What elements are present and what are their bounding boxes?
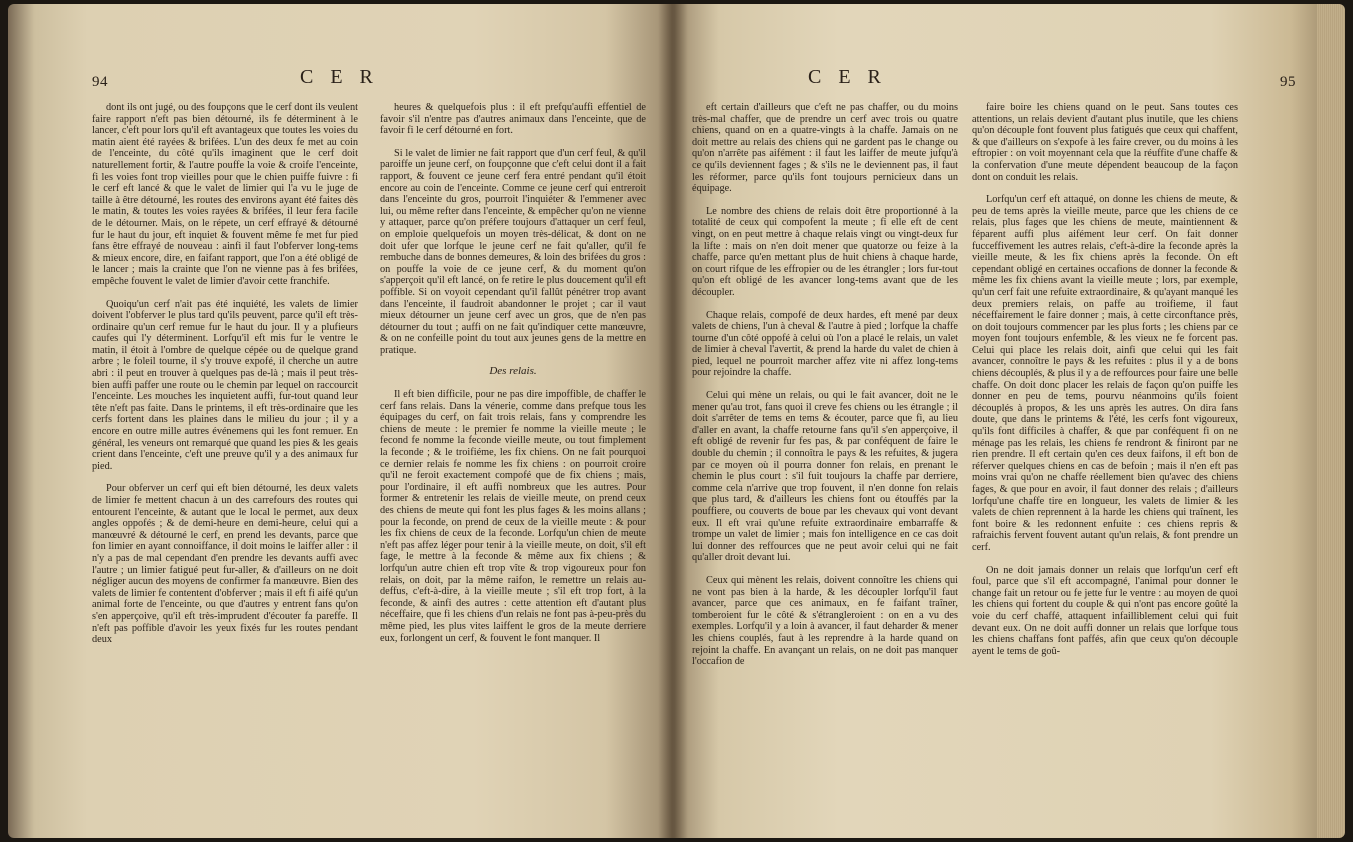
paragraph: Quoiqu'un cerf n'ait pas été inquiété, les valets de limier doivent l'obferver le plus tard qu'ils peuvent, parce qu'il eft très-ordinaire qu'un cerf remue fur le haut du jour. Il y a plufieurs caufes qui l'y déterminent. Lorfqu'il eft mis fur le ventre le matin, il étoit à l'ombre de quelque cépée ou de quelque grand arbre ; le foleil tourne, il s'y trouve expofé, il cherche un autre abri : il peut en trouver à quelques pas de-là ; mais il peut très-bien auffi paffer une route ou le chemin par lequel on raccourcit l'enceinte. Les mouches les inquietent auffi, fur-tout quand leur tête n'eft pas faite. Dans le printems, il eft très-ordinaire que les cerfs fortent dans les plaines dans le milieu du jour ; il y a encore en outre mille autres événemens qui les font remuer. En général, les veneurs ont remarqué que quand les pies & les geais crient dans l'enceinte, c'eft une preuve qu'il y a des animaux fur pied. bbox=[92, 298, 358, 472]
page-number: 94 bbox=[92, 74, 108, 90]
page-number: 95 bbox=[1280, 74, 1296, 90]
right-page bbox=[672, 4, 1345, 838]
section-heading: Des relais. bbox=[489, 365, 537, 378]
open-book bbox=[8, 4, 1345, 838]
column-1 bbox=[692, 102, 958, 668]
paragraph: Pour obferver un cerf qui eft bien détourné, les deux valets de limier fe mettent chacun à un des carrefours des routes qui entourent l'enceinte, & autant que le local le permet, aux deux angles oppofés ; & de demi-heure en demi-heure, celui qui a manœuvré & détourné le cerf, en prend les devants, parce que fon limier en ayant connoiffance, il doit moins le laiffer aller : il n'y a pas de mal cependant d'en prendre les devants auffi avec l'autre ; un limier fatigué peut fur-aller, & d'ailleurs on ne doit négliger aucun des moyens de confirmer fa manœuvre. Bien des valets de limier fe contentent d'obferver ; mais il eft fi aifé qu'un animal forte de l'enceinte, ou que d'autres y entrent fans qu'on s'en apperçoive, qu'il eft très-imprudent d'écouter fa pareffe. Il n'eft pas poffible d'avoir les yeux fixés fur les routes pendant deux bbox=[92, 483, 358, 646]
paragraph: Lorfqu'un cerf eft attaqué, on donne les chiens de meute, & peu de tems après la vieille meute, parce que les chiens de ce relais, plus fages que les chiens de meute, maintiennent & féparent auffi plus aifément leur cerf. On fait donner fucceffivement les autres relais, c'eft-à-dire la feconde après la vieille meute, & les fix chiens après la feconde. On eft cependant obligé en certaines occafions de donner la feconde & même les fix chiens avant la vieille meute ; lors, par exemple, qu'un cerf fait une refuite extraordinaire, & qu'ayant manqué les deux premiers relais, on paffe au troifieme, il faut néceffairement le faire donner ; mais, à cette circonftance près, on doit toujours commencer par les plus forts ; les chiens par ce moyen font toujours enfemble, & les vieux ne fe forcent pas. Celui qui place les relais doit, ainfi que celui qui les fait avancer, connoître le pays & les refuites : plus il y a de bons chiens découplés, & plus il y a de reffources pour faire une belle chaffe. On doit donc placer les relais de façon qu'on puiffe les donner en peu de tems, pourvu néanmoins qu'ils foient découplés à propos, & les uns après les autres. On dira fans doute, que dans le printems & l'été, les cerfs font vigoureux, qu'ils font difficiles à chaffer, & que par conféquent fi on ne ménage pas les relais, les chiens fe rendront & finiront par ne rien prendre. Il eft certain qu'en ces deux faifons, il eft bon de réferver quelques chiens en cas de befoin ; mais il n'en eft pas moins vrai qu'on ne chaffe réellement bien qu'avec des chiens fages, & que pour en avoir, il faut donner des relais ; d'ailleurs lorfqu'une chaffe tire en longueur, les valets de limier & les valets de chien reprennent à la harde les chiens qui traînent, les font boire & les redonnent enfuite : ces chiens repris & rafraichis fervent fouvent autant qu'un relais, & font prendre un cerf. bbox=[972, 194, 1238, 553]
paragraph: On ne doit jamais donner un relais que lorfqu'un cerf eft foul, parce que s'il eft accompagné, l'animal pour donner le change fait un retour ou fe jette fur le ventre : au moyen de quoi les chiens qui fortent du couple & qui n'ont pas encore goûté la voie du cerf chaffé, attaquent infailliblement celui qui fuit devant eux. On ne doit auffi donner un relais que lorfque tous les chiens chaffans font paffés, afin que ceux qu'on découple ayent le tems de goû- bbox=[972, 564, 1238, 657]
left-page bbox=[8, 4, 672, 838]
column-1 bbox=[92, 102, 358, 646]
running-head: C E R bbox=[808, 66, 887, 88]
paragraph: eft certain d'ailleurs que c'eft ne pas chaffer, ou du moins très-mal chaffer, que de prendre un cerf avec trois ou quatre chiens, quand on en a quatre-vingts à la chaffe. Jamais on ne doit mettre au relais des chiens qui ne gardent pas le change ou qu'on n'arrête pas aifément : il faut les laiffer de meute jufqu'à ce qu'ils deviennent fages ; & s'ils ne le deviennent pas, il faut les réformer, parce qu'ils font toujours pernicieux dans un équipage. bbox=[692, 102, 958, 195]
paragraph: Chaque relais, compofé de deux hardes, eft mené par deux valets de chiens, l'un à cheval & l'autre à pied ; lorfque la chaffe tourne d'un côté oppofé à celui où l'on a placé le relais, un valet de limier à cheval l'avertit, & prend la harde du valet de chien à pied, lequel ne pourroit marcher affez vite ni affez long-tems pour rejoindre la chaffe. bbox=[692, 309, 958, 379]
paragraph: Si le valet de limier ne fait rapport que d'un cerf feul, & qu'il paroiffe un jeune cerf, on foupçonne que c'eft celui dont il a fait rapport, & fouvent ce jeune cerf fera entré pendant qu'il étoit encore au coin de l'enceinte. Comme ce jeune cerf qui entreroit dans l'enceinte du gros, pourroit l'inquiéter & l'emmener avec lui, ou même refter dans l'enceinte, & empêcher qu'on ne vienne y attaquer, parce qu'on préfere toujours d'attaquer un cerf feul, on emploie quelquefois un moyen très-délicat, & dont on ne doit ufer que lorfque le jeune cerf ne fait qu'aller, qu'il fe rembuche dans de bonnes demeures, & loin des brifées du gros : on pouffe la voie de ce jeune cerf, & du moment qu'on s'apperçoit qu'il eft lancé, on fe retire le plus doucement qu'il eft poffible. Si on voyoit cependant qu'il fallût pénétrer trop avant dans l'enceinte, il faudroit abandonner le projet ; car il vaut mieux détourner un jeune cerf avec un gros, que de n'en pas détourner du tout ; auffi on ne fait qu'indiquer cette manœuvre, & on ne confeille point du tout aux jeunes gens de la mettre en pratique. bbox=[380, 147, 646, 356]
paragraph: Celui qui mène un relais, ou qui le fait avancer, doit ne le mener qu'au trot, fans quoi il creve fes chiens ou les étrangle ; il doit s'arrêter de tems en tems & écouter, parce que fi, au lieu d'aller en avant, la chaffe retourne fans qu'il s'en apperçoive, il eft obligé de revenir fur fes pas, & par conféquent de faire le double du chemin ; il connoîtra le pays & les refuites, & jugera par ce moyen où il pourra donner fon relais, en prenant le chemin le plus court : s'il fuit toujours la chaffe par derriere, comme cela n'arrive que trop fouvent, il n'en donne fon relais que plus tard, & d'ailleurs les chiens font ou étouffés par la pouffiere, ou couverts de boue par les chevaux qui vont devant eux. Il eft vrai qu'une refuite extraordinaire embarraffe & trompe un valet de limier ; mais fon intelligence en ce cas doit lui donner des reffources que ne peut avoir celui qui ne fait qu'aller droit devant lui. bbox=[692, 390, 958, 564]
paragraph: dont ils ont jugé, ou des foupçons que le cerf dont ils veulent faire rapport n'eft pas bien détourné, ils fe déterminent à le lancer, c'eft pour lors qu'il eft avantageux que toutes les voies du matin aient été rayées & brifées. L'un des deux fe met au coin de l'enceinte, du côté qu'ils imaginent que le cerf doit naturellement fortir, & l'autre pouffe la voie & croife l'enceinte, fi les voies font trop vieilles pour que le chien puiffe fuivre : fi le cerf eft lancé & que le valet de limier qui l'a vu le juge de taille à être détourné, les routes des environs ayant été faites dès le matin, & toutes les voies rayées & brifées, il leur fera facile de le détourner. Mais, on le répete, un cerf effrayé & détourné fur le haut du jour, eft inquiet & fouvent même fe met fur pied fans être effrayé de nouveau : ainfi il faut l'obferver long-tems & mieux encore, dire, en faifant rapport, que l'on a été obligé de le lancer ; mais la crainte que l'on ne vienne pas à fes brifées, empêche fouvent le valet de limier d'avoir cette franchife. bbox=[92, 102, 358, 287]
column-2 bbox=[972, 102, 1238, 657]
paragraph: Il eft bien difficile, pour ne pas dire impoffible, de chaffer le cerf fans relais. Dans la vénerie, comme dans prefque tous les équipages du cerf, on fait trois relais, fans y comprendre les chiens de meute : le premier fe nomme la vieille meute ; le fecond fe nomme la feconde vieille meute, ou tout fimplement la feconde ; & le troifiéme, les fix chiens. On ne fait pourquoi ce dernier relais fe nomme les fix chiens : on pourroit croire qu'il ne feroit exactement compofé que de fix chiens ; mais, pour l'ordinaire, il eft auffi nombreux que les autres. Pour former & entretenir les relais de vieille meute, on prend ceux des chiens de meute qui font les plus fages & les moins allans ; pour la feconde, on prend de ceux de la vieille meute : & pour les fix chiens de ceux de la feconde. Lorfqu'un chien de meute n'eft pas affez léger pour tenir à la vieille meute, on doit, s'il eft fage, le mettre à la feconde & même aux fix chiens ; & lorfqu'un autre chien eft trop vîte & trop vigoureux pour fon relais, on doit, par la même raifon, le remettre un relais au-deffus, c'eft-à-dire, à la vieille meute ; s'il eft trop fort, à la feconde, & ainfi des autres : cette attention eft d'autant plus néceffaire, que fi les chiens d'un relais ne font pas à-peu-près du même pied, les plus vites laiffent le gros de la meute derriere eux, forlongent un cerf, & fouvent le font manquer. Il bbox=[380, 389, 646, 644]
page-edges bbox=[1317, 4, 1345, 838]
paragraph: faire boire les chiens quand on le peut. Sans toutes ces attentions, un relais devient d'autant plus inutile, que les chiens qu'on découple font fouvent plus fatigués que ceux qui chaffent, & que d'ailleurs on s'expofe à les faire crever, ou du moins à les eftropier : on voit moyennant cela que la réuffite d'une chaffe & la confervation d'une meute dépendent beaucoup de la façon dont on conduit les relais. bbox=[972, 102, 1238, 183]
paragraph: Ceux qui mènent les relais, doivent connoître les chiens qui ne vont pas bien à la harde, & les découpler lorfqu'il faut avancer, parce que ces animaux, en fe faifant traîner, tomberoient fur le côté & s'étrangleroient : on en a vu des exemples. Lorfqu'il y a loin à avancer, il faut deharder & mener les chiens couplés, faut à les reprendre à la harde quand on rejoint la chaffe. En avançant un relais, on ne doit pas manquer l'occafion de bbox=[692, 574, 958, 668]
paragraph: heures & quelquefois plus : il eft prefqu'auffi effentiel de favoir s'il n'entre pas d'autres animaux dans l'enceinte, que de favoir fi le cerf détourné en fort. bbox=[380, 102, 646, 137]
running-head: C E R bbox=[300, 66, 379, 88]
column-2 bbox=[380, 102, 646, 644]
paragraph: Le nombre des chiens de relais doit être proportionné à la totalité de ceux qui compofent la meute ; fi elle eft de cent vingt, on en peut mettre à chaque relais vingt ou vingt-deux fur la lifte : mais on n'en doit mener que quatorze ou feize à la chaffe, parce qu'en mettant plus de huit chiens à chaque harde, on court rifque de les effropier ou de les étrangler ; lors fur-tout qu'on eft obligé de les avancer long-tems avant que de les découpler. bbox=[692, 205, 958, 298]
